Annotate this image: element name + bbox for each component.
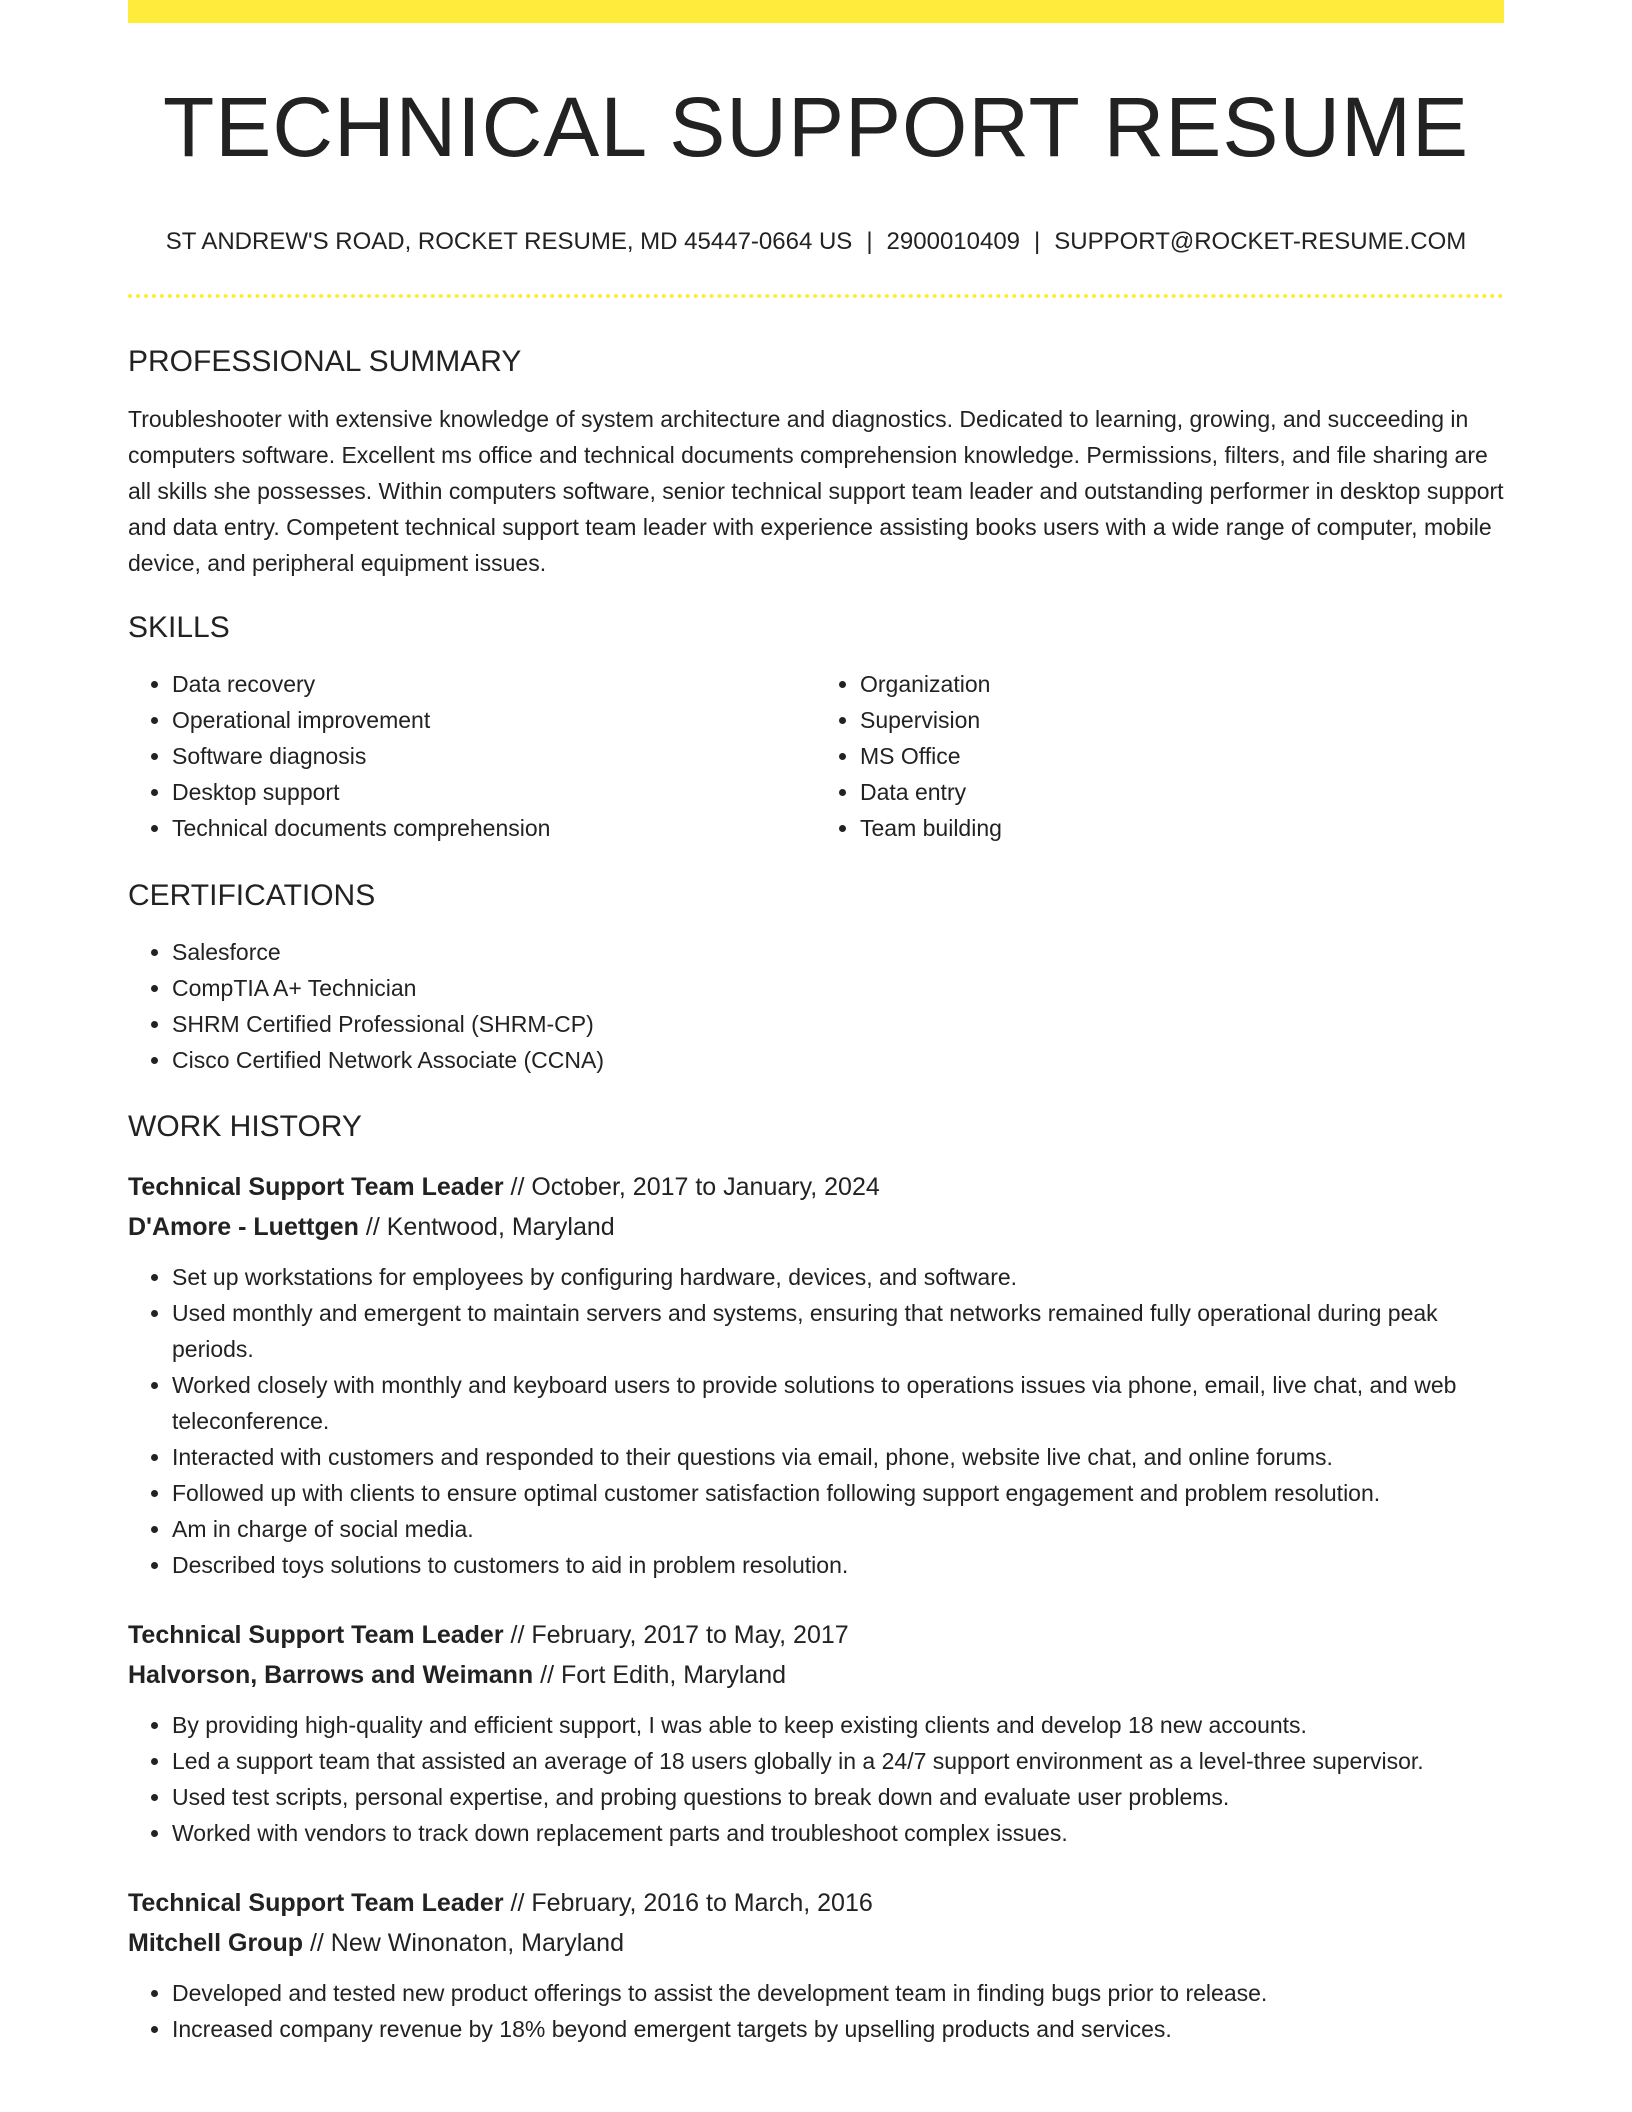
job-company: D'Amore - Luettgen	[128, 1213, 359, 1242]
contact-line	[128, 228, 1504, 257]
list-item: • Organization	[860, 666, 1504, 702]
list-item: • Described toys solutions to customers to aid in problem resolution.	[172, 1547, 1504, 1583]
list-item: • Data entry	[860, 774, 1504, 810]
list-item: • Technical documents comprehension	[172, 810, 816, 846]
contact-separator: |	[866, 228, 873, 256]
list-item: • Worked with vendors to track down replacement parts and troubleshoot complex issues.	[172, 1815, 1504, 1851]
job-company-line	[128, 1655, 1504, 1695]
list-item: • Desktop support	[172, 774, 816, 810]
list-item: • CompTIA A+ Technician	[172, 970, 1504, 1006]
list-item: • Software diagnosis	[172, 738, 816, 774]
job-separator: //	[503, 1621, 532, 1650]
job-role: Technical Support Team Leader	[128, 1621, 504, 1650]
job-dates: October, 2017 to January, 2024	[531, 1173, 880, 1202]
list-item: • Used test scripts, personal expertise, and probing questions to break down and evaluate user problems.	[172, 1779, 1504, 1815]
list-item: • Set up workstations for employees by configuring hardware, devices, and software.	[172, 1259, 1504, 1295]
contact-email: SUPPORT@ROCKET-RESUME.COM	[1054, 228, 1467, 256]
list-item: • Followed up with clients to ensure optimal customer satisfaction following support engagement and problem resolution.	[172, 1475, 1504, 1511]
list-item: • Cisco Certified Network Associate (CCNA)	[172, 1042, 1504, 1078]
list-item: • Worked closely with monthly and keyboard users to provide solutions to operations issues via phone, email, live chat, and web teleconference.	[172, 1367, 1504, 1439]
list-item: • Operational improvement	[172, 702, 816, 738]
list-item: • Data recovery	[172, 666, 816, 702]
job-dates: February, 2016 to March, 2016	[531, 1889, 873, 1918]
job-bullets	[128, 1975, 1504, 2047]
job-entry	[128, 1615, 1504, 1851]
skills-list-left	[128, 666, 816, 846]
contact-phone: 2900010409	[886, 228, 1021, 256]
job-company-line	[128, 1923, 1504, 1963]
list-item: • Increased company revenue by 18% beyond emergent targets by upselling products and services.	[172, 2011, 1504, 2047]
job-separator: //	[533, 1661, 561, 1690]
summary-heading: PROFESSIONAL SUMMARY	[128, 345, 522, 379]
job-entry	[128, 1167, 1504, 1583]
dotted-divider	[128, 294, 1504, 298]
skills-list-right	[816, 666, 1504, 846]
job-entry	[128, 1883, 1504, 2047]
job-company: Halvorson, Barrows and Weimann	[128, 1661, 534, 1690]
skills-heading: SKILLS	[128, 611, 230, 645]
job-company-line	[128, 1207, 1504, 1247]
list-item: • Team building	[860, 810, 1504, 846]
work-history-heading: WORK HISTORY	[128, 1110, 362, 1144]
job-dates: February, 2017 to May, 2017	[531, 1621, 849, 1650]
job-location: New Winonaton, Maryland	[330, 1929, 624, 1958]
list-item: • MS Office	[860, 738, 1504, 774]
contact-separator: |	[1034, 228, 1041, 256]
certifications-heading: CERTIFICATIONS	[128, 879, 376, 913]
list-item: • Am in charge of social media.	[172, 1511, 1504, 1547]
job-role-line	[128, 1167, 1504, 1207]
job-location: Fort Edith, Maryland	[561, 1661, 787, 1690]
contact-address: ST ANDREW'S ROAD, ROCKET RESUME, MD 45447-0664 US	[165, 228, 853, 256]
list-item: • Supervision	[860, 702, 1504, 738]
list-item: • By providing high-quality and efficient support, I was able to keep existing clients and develop 18 new accounts.	[172, 1707, 1504, 1743]
job-bullets	[128, 1259, 1504, 1583]
job-separator: //	[503, 1889, 532, 1918]
certifications-list	[128, 934, 1504, 1078]
job-company: Mitchell Group	[128, 1929, 303, 1958]
list-item: • Used monthly and emergent to maintain servers and systems, ensuring that networks remained fully operational during peak periods.	[172, 1295, 1504, 1367]
job-role: Technical Support Team Leader	[128, 1173, 504, 1202]
job-separator: //	[303, 1929, 331, 1958]
job-role: Technical Support Team Leader	[128, 1889, 504, 1918]
resume-title: TECHNICAL SUPPORT RESUME	[162, 80, 1470, 174]
accent-top-bar	[128, 0, 1504, 23]
resume-page	[128, 0, 1504, 2047]
list-item: • Led a support team that assisted an average of 18 users globally in a 24/7 support environment as a level-three supervisor.	[172, 1743, 1504, 1779]
skills-grid	[128, 666, 1504, 846]
list-item: • Developed and tested new product offerings to assist the development team in finding bugs prior to release.	[172, 1975, 1504, 2011]
summary-text: Troubleshooter with extensive knowledge of system architecture and diagnostics. Dedicated to learning, growing, and succeeding in computers software. Excellent ms office and technical documents comprehension knowledge. Permissions, filters, and file sharing are all skills she possesses. Within computers software, senior technical support team leader and outstanding performer in desktop support and data entry. Competent technical support team leader with experience assisting books users with a wide range of computer, mobile device, and peripheral equipment issues.	[128, 406, 1504, 577]
job-separator: //	[503, 1173, 532, 1202]
list-item: • Salesforce	[172, 934, 1504, 970]
job-role-line	[128, 1615, 1504, 1655]
list-item: • Interacted with customers and responded to their questions via email, phone, website live chat, and online forums.	[172, 1439, 1504, 1475]
job-role-line	[128, 1883, 1504, 1923]
job-bullets	[128, 1707, 1504, 1851]
job-location: Kentwood, Maryland	[386, 1213, 615, 1242]
job-separator: //	[358, 1213, 387, 1242]
list-item: • SHRM Certified Professional (SHRM-CP)	[172, 1006, 1504, 1042]
